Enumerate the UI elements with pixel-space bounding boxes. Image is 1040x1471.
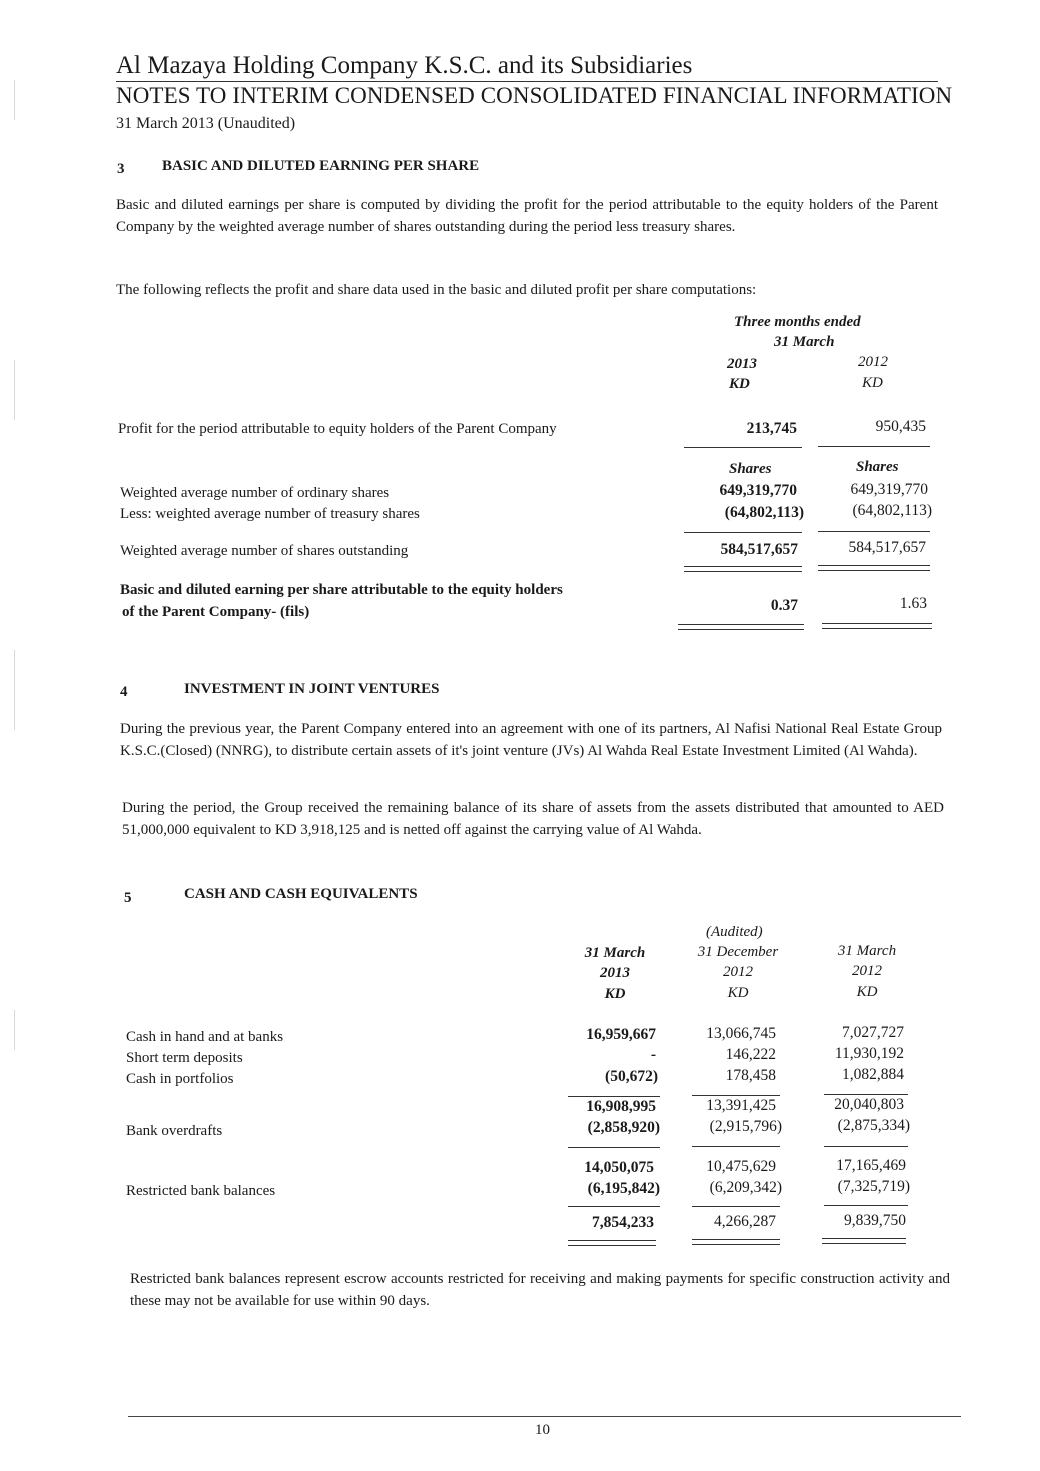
eps-value-2013: 213,745 <box>746 420 797 437</box>
scan-margin-mark <box>14 80 15 120</box>
rule <box>818 446 930 447</box>
rule <box>684 447 802 448</box>
scan-margin-mark <box>14 360 15 420</box>
column-header-unit: KD <box>727 985 749 1001</box>
rule <box>824 1205 908 1206</box>
eps-value-2013: 584,517,657 <box>720 541 798 558</box>
eps-row-label: Less: weighted average number of treasury shares <box>120 506 420 522</box>
cash-subtotal-mar-2013: 16,908,995 <box>586 1098 656 1115</box>
cash-value-dec-2012: (2,915,796) <box>709 1118 782 1135</box>
eps-value-2012: 584,517,657 <box>848 539 926 556</box>
cash-value-mar-2012: (2,875,334) <box>837 1117 910 1134</box>
rule <box>692 1095 780 1096</box>
column-header: 31 March <box>837 943 897 959</box>
cash-row-label: Cash in portfolios <box>126 1071 234 1087</box>
cash-value-mar-2013: (50,672) <box>605 1068 658 1085</box>
section-4-title: INVESTMENT IN JOINT VENTURES <box>184 681 440 697</box>
section-5-number: 5 <box>124 890 132 906</box>
cash-value-dec-2012: 13,066,745 <box>706 1025 776 1042</box>
double-rule <box>818 565 930 571</box>
eps-value-2012: 649,319,770 <box>850 481 928 498</box>
cash-total-dec-2012: 4,266,287 <box>714 1213 776 1230</box>
double-rule <box>684 566 802 572</box>
section-5-note: Restricted bank balances represent escrow accounts restricted for receiving and making payments for specific construction activity and these may not be available for use within 90 days. <box>130 1271 950 1309</box>
cash-row-label: Short term deposits <box>126 1050 243 1066</box>
cash-subtotal-dec-2012: 10,475,629 <box>706 1158 776 1175</box>
footer-rule <box>128 1416 961 1417</box>
eps-value-2013: (64,802,113) <box>724 504 804 521</box>
cash-value-mar-2013: (6,195,842) <box>587 1180 660 1197</box>
page-number: 10 <box>535 1422 550 1438</box>
section-5-title: CASH AND CASH EQUIVALENTS <box>184 886 418 902</box>
column-group-header: Three months ended <box>734 314 861 330</box>
column-2012-unit: KD <box>862 375 883 391</box>
cash-value-mar-2013: (2,858,920) <box>587 1119 660 1136</box>
cash-row-label: Restricted bank balances <box>126 1183 276 1199</box>
eps-value-2012: (64,802,113) <box>852 502 932 519</box>
eps-row-label-continued: of the Parent Company- (fils) <box>122 604 310 620</box>
column-2012-year: 2012 <box>858 354 888 370</box>
column-header: 31 December <box>697 944 779 960</box>
double-rule <box>822 1238 906 1244</box>
company-name: Al Mazaya Holding Company K.S.C. and its Subsidiaries <box>116 52 693 79</box>
column-header-year: 2013 <box>600 965 630 981</box>
rule <box>568 1147 660 1148</box>
double-rule <box>568 1240 656 1246</box>
rule <box>692 1146 780 1147</box>
scan-margin-mark <box>14 1010 15 1050</box>
section-4-number: 4 <box>120 684 128 700</box>
cash-value-mar-2012: (7,325,719) <box>837 1178 910 1195</box>
rule <box>818 531 930 532</box>
cash-total-mar-2012: 9,839,750 <box>844 1212 906 1229</box>
column-header-unit: KD <box>604 986 626 1002</box>
eps-row-label: Profit for the period attributable to equity holders of the Parent Company <box>118 421 557 437</box>
cash-total-mar-2013: 7,854,233 <box>592 1214 654 1231</box>
column-header: 31 March <box>584 945 646 961</box>
notes-title: NOTES TO INTERIM CONDENSED CONSOLIDATED FINANCIAL INFORMATION <box>116 83 953 108</box>
section-4-paragraph-1: During the previous year, the Parent Company entered into an agreement with one of its partners, Al Nafisi National Real Estate Group K.S.C.(Closed) (NNRG), to distribute certain assets of it's joint venture (JVs) Al Wahda Real Estate Investment Limited (Al Wahda). <box>120 721 942 759</box>
cash-subtotal-dec-2012: 13,391,425 <box>706 1097 776 1114</box>
eps-value-2012: 1.63 <box>899 595 927 612</box>
rule <box>824 1094 908 1095</box>
eps-row-label: Weighted average number of ordinary shares <box>120 485 390 501</box>
column-group-header-date: 31 March <box>774 334 835 350</box>
header-rule <box>116 81 938 82</box>
cash-row-label: Cash in hand and at banks <box>126 1029 284 1045</box>
cash-subtotal-mar-2013: 14,050,075 <box>584 1159 654 1176</box>
cash-value-mar-2013: - <box>650 1046 656 1063</box>
rule <box>568 1206 660 1207</box>
section-3-number: 3 <box>117 161 125 177</box>
cash-subtotal-mar-2012: 17,165,469 <box>836 1157 906 1174</box>
eps-value-2012: 950,435 <box>875 418 926 435</box>
cash-subtotal-mar-2012: 20,040,803 <box>834 1096 904 1113</box>
cash-value-dec-2012: 146,222 <box>725 1046 776 1063</box>
section-4-paragraph-2: During the period, the Group received the remaining balance of its share of assets from the assets distributed that amounted to AED 51,000,000 equivalent to KD 3,918,125 and is netted off against the carrying value of Al Wahda. <box>122 800 944 838</box>
rule <box>692 1206 780 1207</box>
cash-row-label: Bank overdrafts <box>126 1123 223 1139</box>
double-rule <box>678 624 804 630</box>
rule <box>568 1096 660 1097</box>
section-3-paragraph-2: The following reflects the profit and share data used in the basic and diluted profit per share computations: <box>116 282 757 298</box>
report-date: 31 March 2013 (Unaudited) <box>116 115 296 132</box>
cash-value-mar-2012: 1,082,884 <box>842 1066 904 1083</box>
section-3-title: BASIC AND DILUTED EARNING PER SHARE <box>162 158 480 174</box>
eps-value-2013: 649,319,770 <box>719 482 797 499</box>
column-header-year: 2012 <box>723 964 753 980</box>
eps-row-label: Basic and diluted earning per share attributable to the equity holders <box>120 582 563 598</box>
eps-value-2013: 0.37 <box>770 597 798 614</box>
cash-value-mar-2012: 11,930,192 <box>834 1045 904 1062</box>
rule <box>684 532 802 533</box>
column-header-unit: KD <box>856 984 878 1000</box>
cash-value-dec-2012: (6,209,342) <box>709 1179 782 1196</box>
shares-label-2012: Shares <box>856 459 899 475</box>
cash-value-dec-2012: 178,458 <box>725 1067 776 1084</box>
shares-label-2013: Shares <box>729 461 772 477</box>
section-3-paragraph-1: Basic and diluted earnings per share is computed by dividing the profit for the period attributable to the equity holders of the Parent Company by the weighted average number of shares outstanding during the period less treasury shares. <box>116 197 938 235</box>
cash-value-mar-2012: 7,027,727 <box>842 1024 904 1041</box>
cash-value-mar-2013: 16,959,667 <box>586 1026 656 1043</box>
rule <box>824 1146 908 1147</box>
double-rule <box>692 1239 780 1245</box>
column-2013-unit: KD <box>729 376 750 392</box>
audited-label: (Audited) <box>706 924 763 940</box>
column-2013-year: 2013 <box>727 356 757 372</box>
scan-margin-mark <box>14 650 15 730</box>
eps-row-label: Weighted average number of shares outstanding <box>120 543 409 559</box>
double-rule <box>822 623 932 629</box>
column-header-year: 2012 <box>852 963 882 979</box>
